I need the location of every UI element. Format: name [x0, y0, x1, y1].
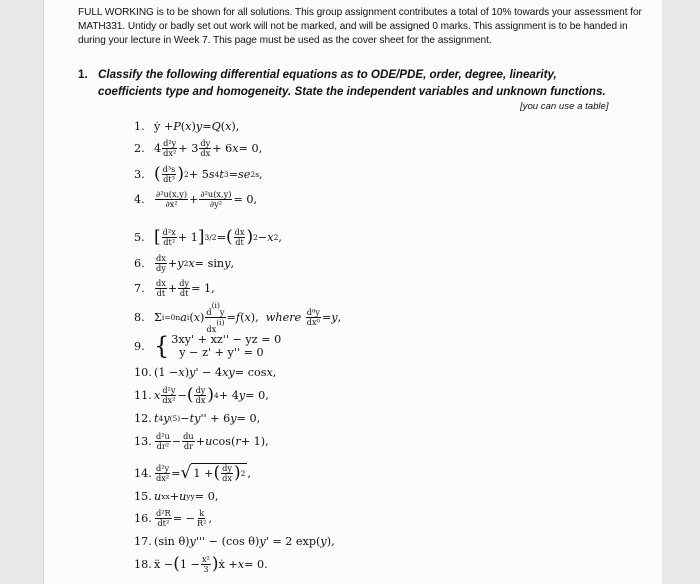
eq-number: 18. [134, 557, 152, 571]
instructions-paragraph: FULL WORKING is to be shown for all solutions. This group assignment contributes a total of 10% towards your assessment for MATH331. Untidy or badly set out work will not be marked, and will be assigned 0 marks. This assignment is to be handed in during your lecture in Week 7. This page must be used as the cover sheet for the assignment. [78, 7, 642, 47]
equation-11: 11. x $\frac{\text{d²y}}{\text{dx²}}$ − ( $\frac{dy}{dx}$ ) 4 + 4 y = 0, [134, 384, 269, 405]
equation-13: 13. $\frac{\text{d²u}}{\text{dr²}}$ − $\frac{du}{dr}$ + u cos( r + 1), [134, 430, 269, 451]
page-margin [662, 0, 700, 584]
eq-number: 13. [134, 434, 152, 448]
question-line-1: Classify the following differential equations as to ODE/PDE, order, degree, linearity, [98, 68, 557, 81]
eq-number: 4. [134, 192, 145, 206]
system-line-1: 3xy' + xz'' − yz = 0 [171, 333, 282, 346]
eq-number: 10. [134, 365, 152, 379]
eq-number: 17. [134, 534, 152, 548]
equation-4: 4. $\frac{\text{∂²u(x,y)}}{\text{∂x²}}$ + $\frac{\text{∂²u(x,y)}}{\text{∂y²}}$ = 0, [134, 188, 258, 209]
equation-8: 8. Σ i=0 n a i ( x ) $\frac{d^{(i)}y}{dx^{(i)}}$ = f ( x ), where $\frac{\text{d⁰y}}{\text{dx⁰}}$ = y , [134, 300, 342, 334]
equation-7: 7. $\frac{dx}{dt}$ + $\frac{dy}{dt}$ = 1, [134, 277, 215, 298]
eq-number: 6. [134, 256, 145, 270]
equation-12: 12. t 4 y (5) − ty '' + 6 y = 0, [134, 411, 261, 425]
equation-10: 10. (1 − x ) y ' − 4 xy = cos x , [134, 365, 277, 379]
equation-2: 2. 4 $\frac{\text{d²y}}{\text{dx²}}$ + 3 $\frac{dy}{dx}$ + 6 x = 0, [134, 137, 263, 158]
equation-15: 15. u xx + u yy = 0, [134, 489, 219, 503]
eq-number: 14. [134, 466, 152, 480]
table-note: [you can use a table] [520, 101, 609, 112]
equation-6: 6. $\frac{dx}{dy}$ + y 2 x = sin y , [134, 252, 235, 273]
equation-14: 14. $\frac{\text{d²y}}{\text{dx²}}$ = √ 1 + ( $\frac{dy}{dx}$ ) 2 , [134, 462, 251, 483]
equation-1: 1. ẏ + P ( x ) y = Q ( x ), [134, 119, 240, 133]
equation-17: 17. (sin θ) y ''' − (cos θ) y ' = 2 exp( y ), [134, 534, 335, 548]
eq-number: 2. [134, 141, 145, 155]
eq-number: 8. [134, 310, 145, 324]
eq-number: 16. [134, 511, 152, 525]
eq-number: 3. [134, 167, 145, 181]
eq-number: 7. [134, 281, 145, 295]
equation-5: 5. [ $\frac{\text{d²x}}{\text{dt²}}$ + 1 ] 3/2 = ( $\frac{dx}{dt}$ ) 2 − x 2 , [134, 226, 282, 247]
eq-number: 11. [134, 388, 152, 402]
question-line-2: coefficients type and homogeneity. State the independent variables and unknown functions. [98, 85, 606, 98]
system-line-2: y − z' + y'' = 0 [179, 346, 264, 359]
eq-number: 1. [134, 119, 145, 133]
eq-number: 12. [134, 411, 152, 425]
question-heading [78, 66, 638, 100]
equation-16: 16. $\frac{\text{d²R}}{\text{dt²}}$ = − $\frac{k}{\text{R²}}$ , [134, 507, 213, 528]
equation-9: 9. { 3xy' + xz'' − yz = 0 y − z' + y'' = 0 [134, 332, 282, 360]
equation-3: 3. ( $\frac{\text{d³s}}{\text{dt³}}$ ) 2 + 5 s 4 t 3 = se 2s , [134, 163, 263, 184]
question-number: 1. [78, 68, 88, 81]
equation-18: 18. ẍ − ( 1 − $\frac{\text{x²}}{3}$ ) ẋ + x = 0. [134, 553, 268, 574]
eq-number: 15. [134, 489, 152, 503]
eq-number: 5. [134, 230, 145, 244]
eq-number: 9. [134, 339, 145, 353]
